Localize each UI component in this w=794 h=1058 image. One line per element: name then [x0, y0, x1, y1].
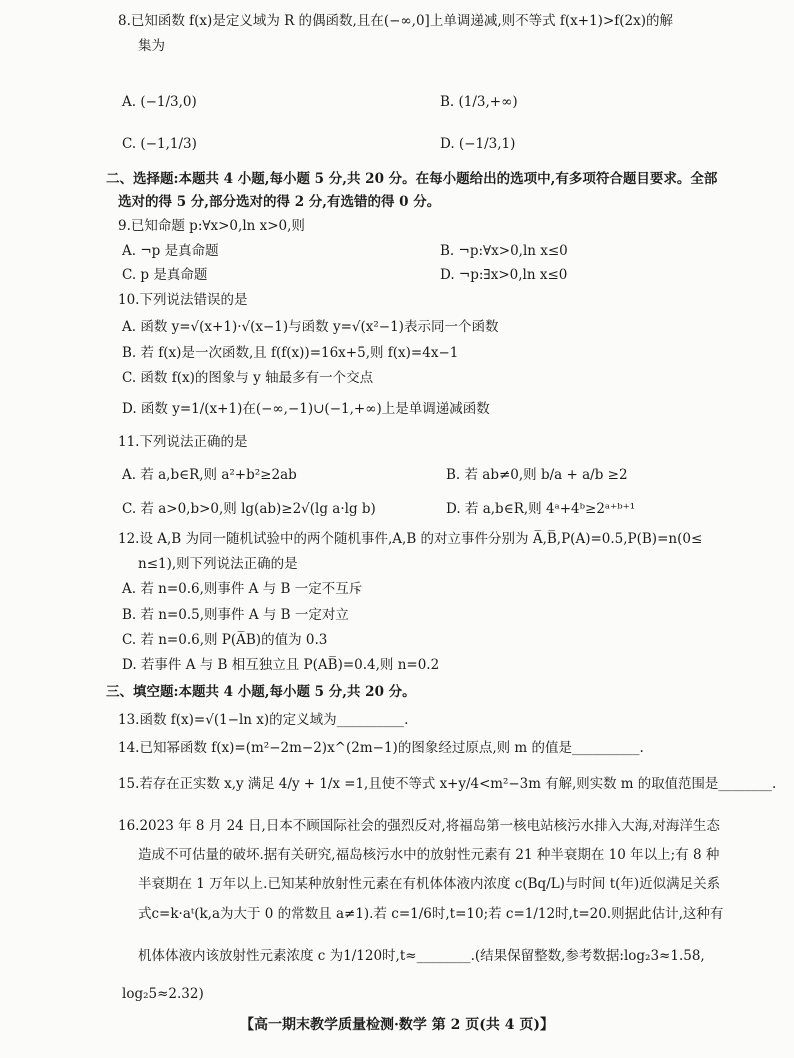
- q10-option-d: D. 函数 y=1/(x+1)在(−∞,−1)∪(−1,+∞)上是单调递减函数: [122, 401, 490, 417]
- q10-option-a: A. 函数 y=√(x+1)·√(x−1)与函数 y=√(x²−1)表示同一个函数: [122, 319, 499, 335]
- q14: 14.已知幂函数 f(x)=(m²−2m−2)x^(2m−1)的图象经过原点,则 m 的值是__________.: [118, 740, 644, 756]
- q15: 15.若存在正实数 x,y 满足 4/y + 1/x =1,且使不等式 x+y/4<m²−3m 有解,则实数 m 的取值范围是________.: [118, 776, 777, 792]
- q12-option-b: B. 若 n=0.5,则事件 A 与 B 一定对立: [122, 607, 349, 623]
- q9-option-c: C. p 是真命题: [122, 267, 208, 283]
- q8-option-b: B. (1/3,+∞): [440, 94, 518, 110]
- q12-stem-line1: 12.设 A,B 为同一随机试验中的两个随机事件,A,B 的对立事件分别为 A̅,B̅,P(A)=0.5,P(B)=n(0≤: [118, 531, 703, 547]
- q11-option-c: C. 若 a>0,b>0,则 lg(ab)≥2√(lg a·lg b): [122, 501, 376, 517]
- q12-option-c: C. 若 n=0.6,则 P(A̅B)的值为 0.3: [122, 632, 328, 648]
- q16-line1: 16.2023 年 8 月 24 日,日本不顾国际社会的强烈反对,将福岛第一核电站核污水排入大海,对海洋生态: [118, 818, 720, 834]
- q12-stem-line2: n≤1),则下列说法正确的是: [138, 556, 298, 572]
- section2-heading-line2: 选对的得 5 分,部分选对的得 2 分,有选错的得 0 分。: [118, 194, 441, 210]
- q9-stem: 9.已知命题 p:∀x>0,ln x>0,则: [118, 218, 305, 234]
- q16-line6: log₂5≈2.32): [122, 986, 204, 1002]
- q11-option-d: D. 若 a,b∈R,则 4ᵃ+4ᵇ≥2ᵃ⁺ᵇ⁺¹: [446, 501, 636, 517]
- q16-line4: 式c=k·aᵗ(k,a为大于 0 的常数且 a≠1).若 c=1/6时,t=10;若 c=1/12时,t=20.则据此估计,这种有: [138, 906, 724, 922]
- q12-option-d: D. 若事件 A 与 B 相互独立且 P(AB̅)=0.4,则 n=0.2: [122, 657, 440, 673]
- q12-option-a: A. 若 n=0.6,则事件 A 与 B 一定不互斥: [122, 581, 363, 597]
- q11-option-a: A. 若 a,b∈R,则 a²+b²≥2ab: [122, 467, 297, 483]
- q10-option-b: B. 若 f(x)是一次函数,且 f(f(x))=16x+5,则 f(x)=4x−1: [122, 345, 459, 361]
- q9-option-d: D. ¬p:∃x>0,ln x≤0: [440, 267, 568, 283]
- q10-stem: 10.下列说法错误的是: [118, 292, 248, 308]
- q16-line2: 造成不可估量的破坏.据有关研究,福岛核污水中的放射性元素有 21 种半衰期在 10 年以上;有 8 种: [138, 847, 720, 863]
- page-footer: 【高一期末教学质量检测·数学 第 2 页(共 4 页)】: [240, 1017, 554, 1033]
- q16-line5: 机体体液内该放射性元素浓度 c 为1/120时,t≈________.(结果保留整数,参考数据:log₂3≈1.58,: [138, 948, 705, 964]
- q9-option-a: A. ¬p 是真命题: [122, 243, 219, 259]
- q8-stem-line1: 8.已知函数 f(x)是定义域为 R 的偶函数,且在(−∞,0]上单调递减,则不等式 f(x+1)>f(2x)的解: [118, 13, 673, 29]
- q10-option-c: C. 函数 f(x)的图象与 y 轴最多有一个交点: [122, 370, 374, 386]
- q8-option-c: C. (−1,1/3): [122, 136, 197, 152]
- q11-option-b: B. 若 ab≠0,则 b/a + a/b ≥2: [446, 467, 628, 483]
- q13: 13.函数 f(x)=√(1−ln x)的定义域为__________.: [118, 712, 409, 728]
- q8-option-a: A. (−1/3,0): [122, 94, 197, 110]
- section3-heading: 三、填空题:本题共 4 小题,每小题 5 分,共 20 分。: [106, 684, 416, 700]
- section2-heading-line1: 二、选择题:本题共 4 小题,每小题 5 分,共 20 分。在每小题给出的选项中,有多项符合题目要求。全部: [106, 171, 718, 187]
- q11-stem: 11.下列说法正确的是: [118, 434, 248, 450]
- q8-option-d: D. (−1/3,1): [440, 136, 516, 152]
- q8-stem-line2: 集为: [138, 38, 165, 54]
- q9-option-b: B. ¬p:∀x>0,ln x≤0: [440, 243, 568, 259]
- q16-line3: 半衰期在 1 万年以上.已知某种放射性元素在有机体体液内浓度 c(Bq/L)与时间 t(年)近似满足关系: [138, 876, 721, 892]
